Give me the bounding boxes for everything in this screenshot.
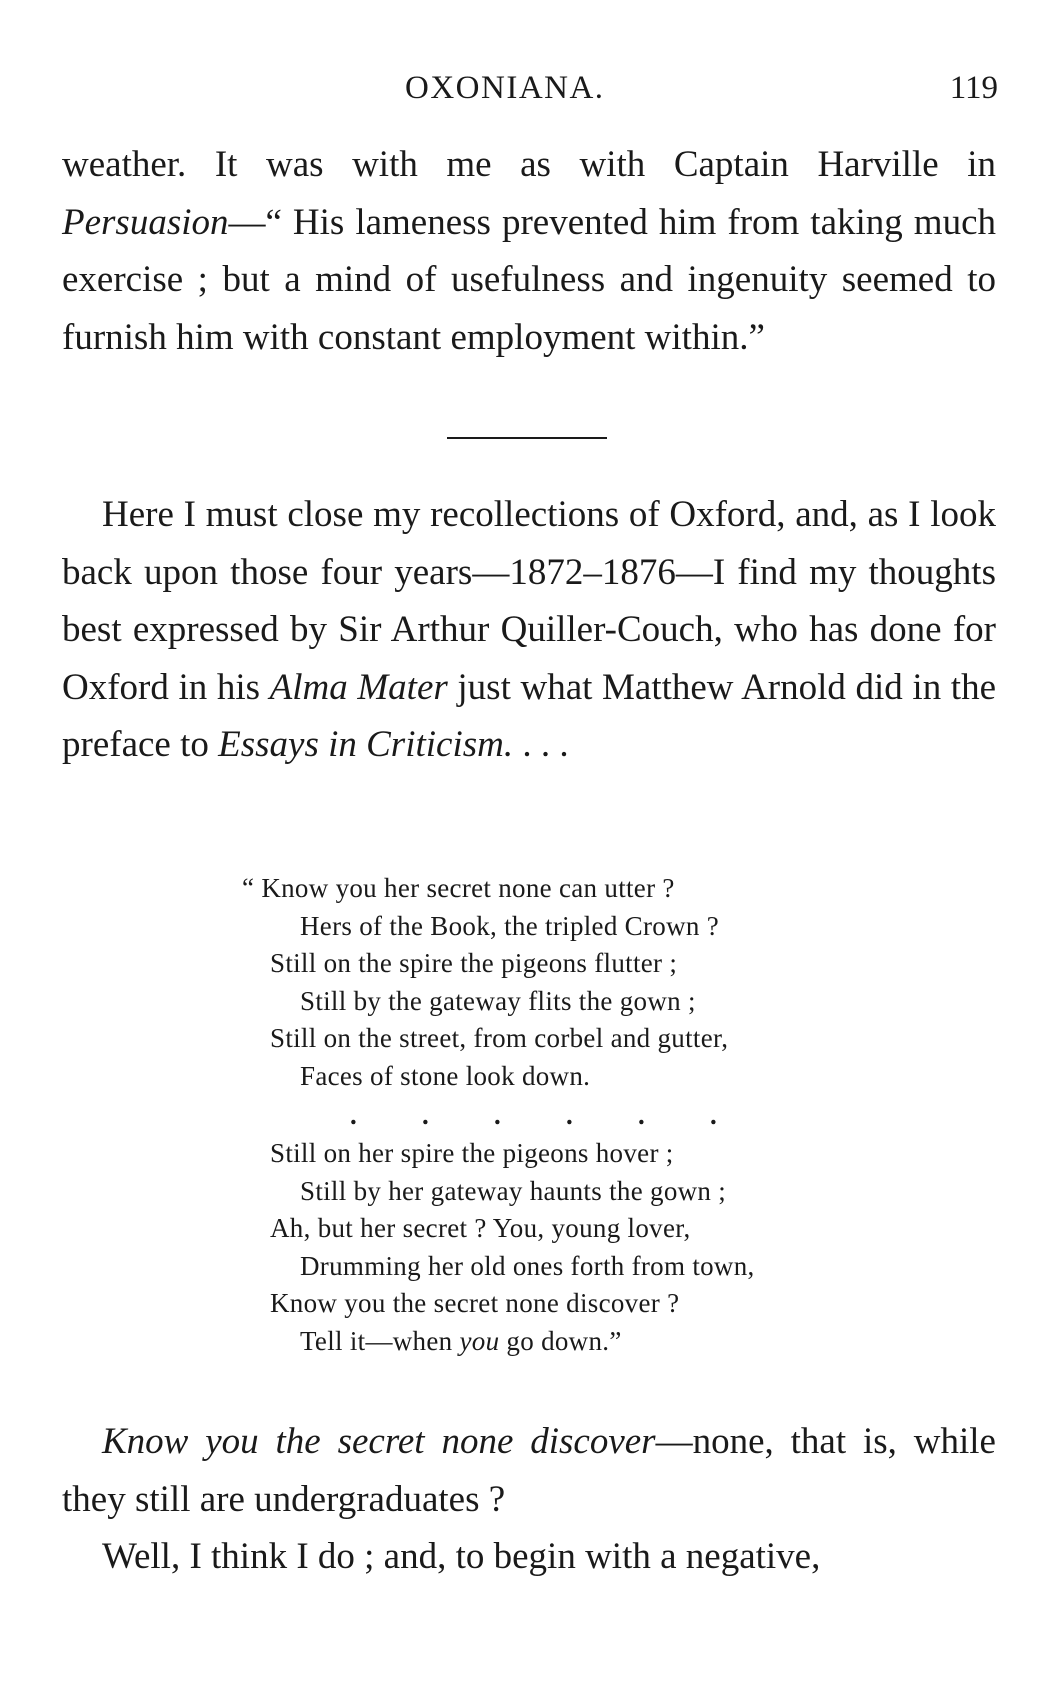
poem-line: “ Know you her secret none can utter ?: [242, 873, 675, 903]
paragraph-2-text-start: Here I must close my recollections of Oxford, and, as I look back upon those four years—1872–1876—I find my thoughts best expressed by Sir Arthur Quiller-Couch, who has done for Oxford in his: [62, 494, 996, 708]
omission-dot: .: [710, 1100, 717, 1130]
quoted-line-italic: Know you the secret none discover: [102, 1421, 656, 1462]
paragraph-4: [62, 1528, 996, 1586]
poem-line: Drumming her old ones forth from town,: [300, 1250, 755, 1281]
omission-dot: .: [350, 1100, 357, 1130]
poem-line: Ah, but her secret ? You, young lover,: [270, 1213, 691, 1243]
omission-dot: .: [422, 1100, 429, 1130]
paragraph-3-text: —none, that is, while they still are undergraduates ?: [62, 1421, 996, 1520]
omission-dot: .: [494, 1100, 501, 1130]
poem-last-line-end: go down.”: [499, 1325, 622, 1356]
poem-omission-dots: [242, 1095, 942, 1135]
paragraph-2: [62, 486, 996, 774]
poem-line: Still on her spire the pigeons hover ;: [270, 1138, 674, 1168]
commentary-block: [62, 1413, 996, 1586]
page-number: 119: [949, 70, 998, 106]
paragraph-continuation: [62, 136, 996, 366]
poem-line: Still by her gateway haunts the gown ;: [300, 1175, 727, 1206]
poem-line: Still by the gateway flits the gown ;: [300, 985, 696, 1016]
poem-line-last: [242, 1323, 942, 1361]
poem-line: Hers of the Book, the tripled Crown ?: [300, 910, 720, 941]
closing-paragraph-block: [62, 486, 996, 774]
poem-line: Faces of stone look down.: [300, 1060, 591, 1091]
poem-quotation: [242, 870, 942, 1360]
paragraph-2-text-middle: just what Matthew Arnold did in the preface to: [62, 666, 996, 765]
paragraph-1-quote: —“ His lameness prevented him from taking much exercise ; but a mind of usefulness and ingenuity seemed to furnish him with constant employment within.”: [62, 201, 996, 358]
poem-line: Know you the secret none discover ?: [270, 1288, 680, 1318]
poem-line: Still on the street, from corbel and gutter,: [270, 1023, 729, 1053]
paragraph-2-ellipsis: . . .: [513, 724, 569, 765]
omission-dot: .: [638, 1100, 645, 1130]
poem-last-line-start: Tell it—when: [300, 1325, 460, 1356]
book-title-essays-in-criticism: Essays in Criticism.: [218, 724, 514, 765]
paragraph-1-text-start: weather. It was with me as with Captain Harville in: [62, 144, 996, 185]
running-head: [0, 70, 1064, 118]
poem-italic-you: you: [459, 1325, 500, 1356]
poem-line: Still on the spire the pigeons flutter ;: [270, 948, 678, 978]
book-title-alma-mater: Alma Mater: [269, 666, 448, 708]
running-title: OXONIANA.: [405, 70, 605, 106]
paragraph-3: [62, 1413, 996, 1528]
paragraph-4-text: Well, I think I do ; and, to begin with a negative,: [102, 1536, 821, 1577]
omission-dot: .: [566, 1100, 573, 1130]
section-divider-rule: [447, 437, 607, 439]
book-title-persuasion: Persuasion: [62, 201, 229, 243]
paragraph-1: [62, 136, 996, 366]
